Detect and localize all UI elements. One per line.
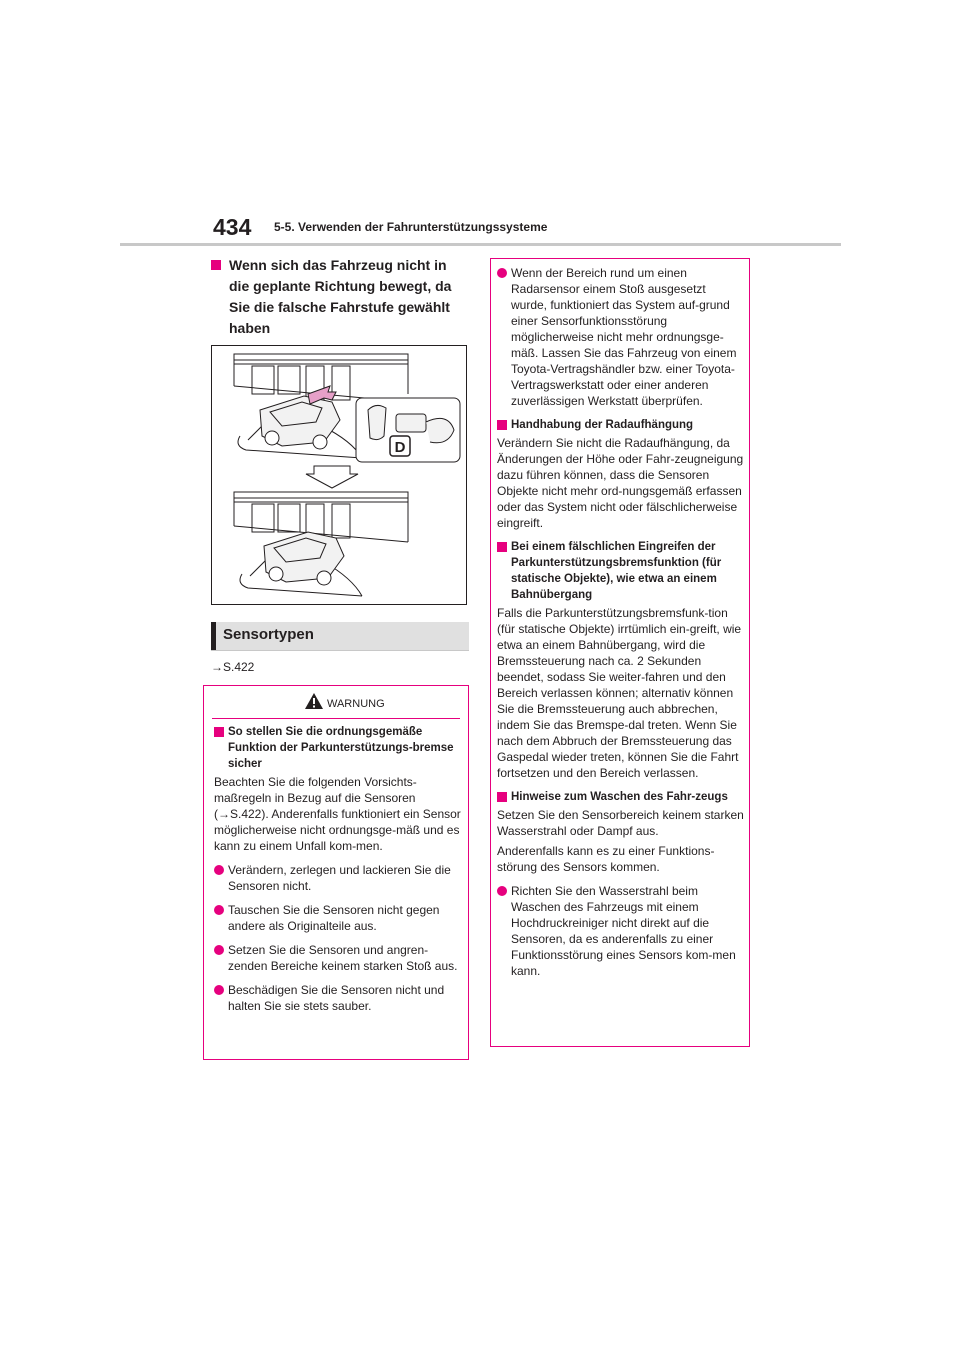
- round-bullet-icon: [214, 985, 224, 995]
- sensor-types-heading: [211, 622, 469, 650]
- round-bullet-icon: [497, 268, 507, 278]
- warning-intro: Beachten Sie die folgenden Vorsichts-maßregeln in Bezug auf die Sensoren (→S.422). Anderenfalls funktioniert ein Sensor möglicherweise nicht ordnungsge-mäß und es kann zu einem Unfall kom-men.: [214, 775, 461, 853]
- section-title: 5-5. Verwenden der Fahrunterstützungssysteme: [274, 220, 548, 234]
- list-item: [214, 902, 462, 934]
- square-bullet-icon: [497, 542, 507, 552]
- warning-subheading-text: So stellen Sie die ordnungsgemäße Funktion der Parkunterstützungs-bremse sicher: [228, 726, 454, 770]
- page-number: 434: [213, 214, 252, 240]
- false-intervention-subheading: [497, 539, 745, 603]
- suspension-subheading-text: Handhabung der Radaufhängung: [511, 419, 694, 431]
- false-intervention-text: Falls die Parkunterstützungsbremsfunk-tion (für statische Objekte) irrtümlich ein-greift, wie etwa an einem Bahnübergang, wird die Bremssteuerung nach ca. 2 Sekunden beendet, sodass Sie weiter-fahren und den Bereich verlassen können; alternativ können Sie die Bremssteuerung auch abbrechen, indem Sie das Bremspe-dal treten. Wenn Sie nach dem Abbruch der Bremssteuerung das Gaspedal wieder treten, können Sie die Fahrt fortsetzen und den Bereich verlassen.: [497, 606, 742, 780]
- page-reference-link[interactable]: →S.422: [211, 660, 255, 674]
- heading-accent-bar: [211, 622, 216, 650]
- list-item-text: Beschädigen Sie die Sensoren nicht und halten Sie sie stets sauber.: [228, 983, 445, 1013]
- square-bullet-icon: [211, 260, 221, 270]
- washing-subheading-text: Hinweise zum Waschen des Fahr-zeugs: [511, 791, 728, 803]
- heading-text: Wenn sich das Fahrzeug nicht in die geplante Richtung bewegt, da Sie die falsche Fahrstufe gewählt haben: [229, 257, 452, 336]
- heading-wrong-direction: [211, 255, 469, 339]
- warning-subheading: [214, 724, 462, 772]
- list-item: [497, 883, 745, 979]
- warning-triangle-icon: [304, 692, 324, 710]
- list-item-text: Richten Sie den Wasserstrahl beim Waschen des Fahrzeugs mit einem Hochdruckreiniger nicht direkt auf die Sensoren, da es anderenfalls zu einer Funktionsstörung eines Sensors kom-men kann.: [511, 884, 736, 978]
- square-bullet-icon: [497, 420, 507, 430]
- round-bullet-icon: [214, 865, 224, 875]
- round-bullet-icon: [214, 945, 224, 955]
- square-bullet-icon: [497, 792, 507, 802]
- false-intervention-subheading-text: Bei einem fälschlichen Eingreifen der Parkunterstützungsbremsfunktion (für statische Objekte), wie etwa an einem Bahnübergang: [511, 541, 722, 601]
- washing-text: Setzen Sie den Sensorbereich keinem starken Wasserstrahl oder Dampf aus.: [497, 808, 744, 838]
- parking-scene-svg: [212, 346, 466, 604]
- list-item-text: Tauschen Sie die Sensoren nicht gegen andere als Originalteile aus.: [228, 903, 440, 933]
- list-item-text: Wenn der Bereich rund um einen Radarsensor einem Stoß ausgesetzt wurde, funktioniert das System auf-grund einer Sensorfunktionsstörung möglicherweise nicht mehr ordnungsge-mäß. Lassen Sie das Fahrzeug von einem Toyota-Vertragshändler bzw. einer Toyota-Vertragswerkstatt oder einer anderen zuverlässigen Werkstatt überprüfen.: [511, 266, 737, 408]
- round-bullet-icon: [214, 905, 224, 915]
- washing-text-2: Anderenfalls kann es zu einer Funktions-störung des Sensors kommen.: [497, 844, 715, 874]
- gear-d-label: D: [394, 439, 406, 456]
- list-item: [214, 942, 462, 974]
- warning-header: [204, 686, 468, 718]
- parking-illustration: [211, 345, 467, 605]
- list-item-text: Verändern, zerlegen und lackieren Sie die Sensoren nicht.: [228, 863, 451, 893]
- list-item-text: Setzen Sie die Sensoren und angren-zenden Bereiche keinem starken Stoß aus.: [228, 943, 458, 973]
- notes-body: [497, 265, 745, 987]
- list-item: [497, 265, 745, 409]
- washing-subheading: [497, 789, 745, 805]
- warning-divider: [212, 718, 460, 719]
- round-bullet-icon: [497, 886, 507, 896]
- warning-box: [203, 685, 469, 1060]
- header-divider: [120, 243, 841, 246]
- square-bullet-icon: [214, 727, 224, 737]
- notes-box: [490, 258, 750, 1047]
- list-item: [214, 862, 462, 894]
- suspension-subheading: [497, 417, 745, 433]
- list-item: [214, 982, 462, 1014]
- sensor-heading-underline: [211, 650, 469, 651]
- sensor-types-title: Sensortypen: [223, 626, 314, 643]
- suspension-text: Verändern Sie nicht die Radaufhängung, da Änderungen der Höhe oder Fahr-zeugneigung dazu führen können, dass die Sensoren Objekte nicht mehr ord-nungsgemäß erfassen oder das System nicht oder fälschlicherweise eingreift.: [497, 436, 744, 530]
- warning-body: [214, 724, 462, 1022]
- warning-title: WARNUNG: [327, 698, 385, 710]
